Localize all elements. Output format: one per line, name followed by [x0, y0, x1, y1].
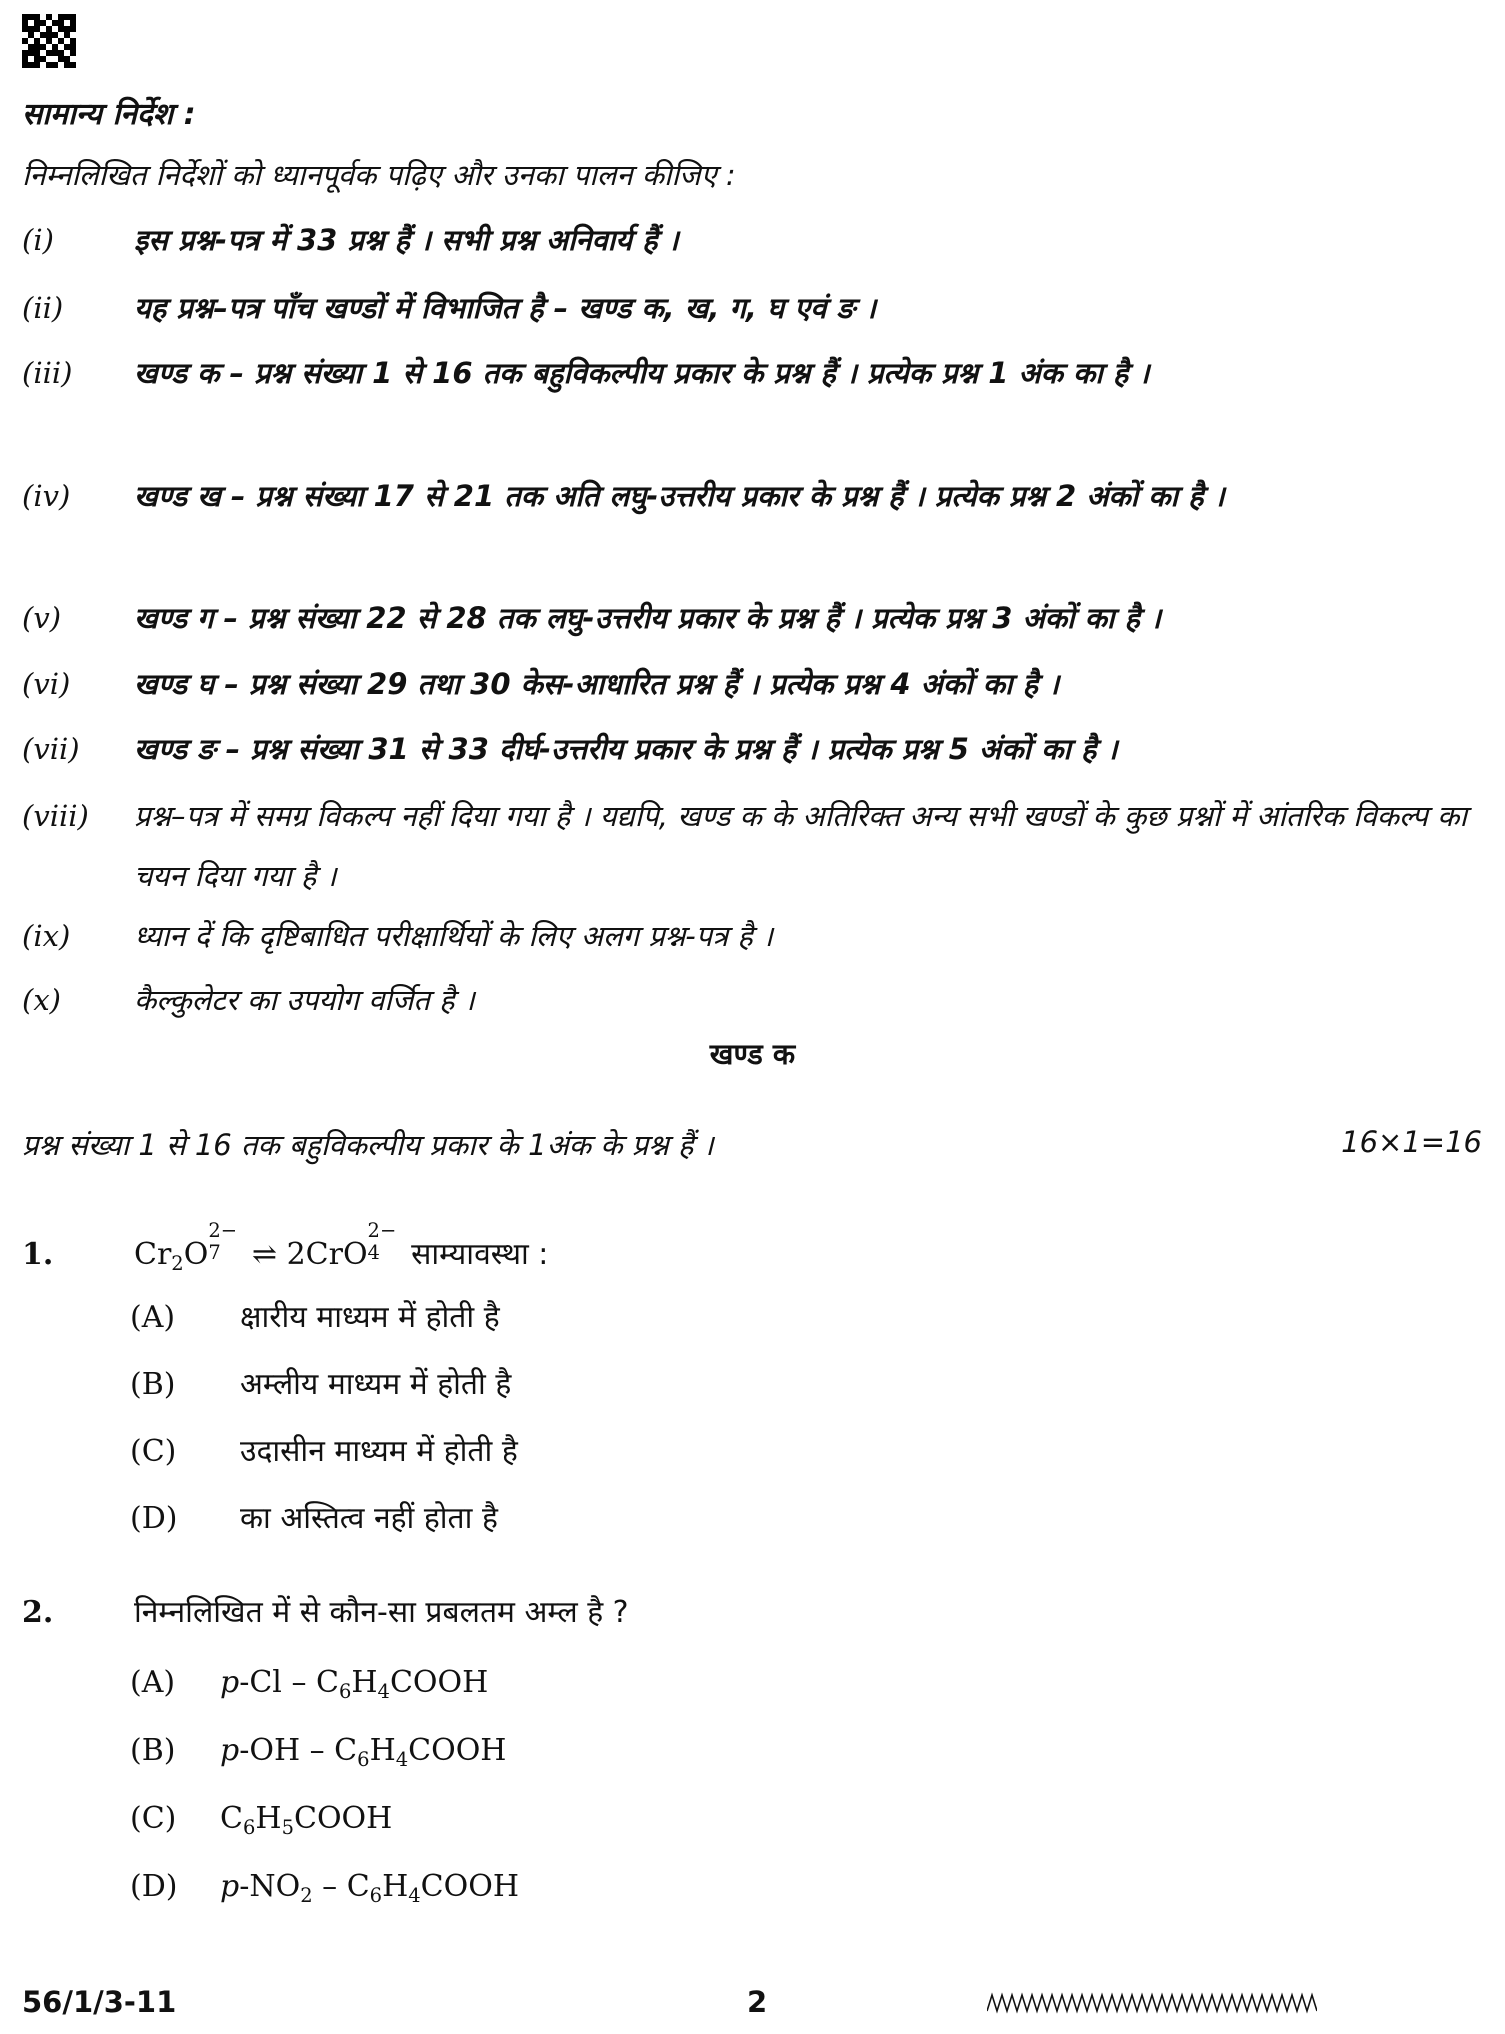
section-marks: 16×1=16 [1341, 1125, 1482, 1159]
equilibrium-arrow: ⇌ [251, 1237, 278, 1272]
question-2 [22, 1590, 1482, 1906]
instruction-number: (ii) [22, 291, 64, 325]
section-note-text: प्रश्न संख्या 1 से 16 तक बहुविकल्पीय प्रकार के 1अंक के प्रश्न हैं । [22, 1128, 714, 1162]
option-d[interactable]: (D) का अस्तित्व नहीं होता है [130, 1500, 498, 1536]
instruction-text: कैल्कुलेटर का उपयोग वर्जित है । [134, 983, 475, 1017]
instructions-intro: निम्नलिखित निर्देशों को ध्यानपूर्वक पढ़िए और उनका पालन कीजिए : [22, 158, 736, 192]
instruction-item [22, 970, 1482, 1030]
instruction-text: खण्ड क – प्रश्न संख्या 1 से 16 तक बहुविकल्पीय प्रकार के प्रश्न हैं । प्रत्येक प्रश्न 1 अंक का है । [134, 356, 1150, 390]
instruction-number: (vi) [22, 667, 71, 701]
instruction-item [22, 343, 1482, 403]
page-number: 2 [747, 1985, 768, 2019]
qr-code [22, 14, 76, 68]
general-instructions-heading: सामान्य निर्देश : [22, 97, 196, 132]
option-c[interactable]: (C) उदासीन माध्यम में होती है [130, 1433, 518, 1469]
section-title: खण्ड क [709, 1037, 796, 1071]
question-number: 2. [22, 1595, 54, 1630]
instruction-item [22, 210, 1482, 270]
option-b[interactable]: (B) अम्लीय माध्यम में होती है [130, 1366, 512, 1402]
equilibrium-equation: $Cr_2O$ 2− 7 ⇌ 2CrO 2− 4 साम्यावस्था : [134, 1219, 549, 1275]
instruction-item [22, 786, 1482, 906]
instruction-text: खण्ड ख – प्रश्न संख्या 17 से 21 तक अति लघु-उत्तरीय प्रकार के प्रश्न हैं । प्रत्येक प्रश्न 2 अंकों का है । [134, 479, 1225, 513]
instruction-text: खण्ड ङ – प्रश्न संख्या 31 से 33 दीर्घ-उत्तरीय प्रकार के प्रश्न हैं । प्रत्येक प्रश्न 5 अंकों का है । [134, 732, 1118, 766]
instruction-text: ध्यान दें कि दृष्टिबाधित परीक्षार्थियों के लिए अलग प्रश्न-पत्र है । [134, 919, 773, 953]
instruction-number: (i) [22, 223, 54, 257]
instruction-text: खण्ड घ – प्रश्न संख्या 29 तथा 30 केस-आधारित प्रश्न हैं । प्रत्येक प्रश्न 4 अंकों का है । [134, 667, 1060, 701]
question-header [22, 1219, 1482, 1275]
paper-code: 56/1/3-11 [22, 1985, 177, 2019]
instruction-number: (viii) [22, 799, 89, 833]
option-a[interactable]: (A) क्षारीय माध्यम में होती है [130, 1299, 500, 1335]
instruction-number: (ix) [22, 919, 71, 953]
instruction-text: इस प्रश्न-पत्र में 33 प्रश्न हैं । सभी प्रश्न अनिवार्य हैं । [134, 223, 679, 257]
question-text: निम्नलिखित में से कौन-सा प्रबलतम अम्ल है ? [134, 1595, 629, 1630]
question-number: 1. [22, 1237, 54, 1272]
instruction-item [22, 654, 1482, 714]
instruction-item [22, 588, 1482, 648]
instruction-item [22, 719, 1482, 779]
instruction-number: (v) [22, 601, 62, 635]
option-a[interactable]: (A) $p-Cl - C_6H_4COOH$ [130, 1665, 489, 1703]
instruction-text: प्रश्न–पत्र में समग्र विकल्प नहीं दिया गया है । यद्यपि, खण्ड क के अतिरिक्त अन्य सभी खण्डों के कुछ प्रश्नों में आंतरिक विकल्प का चयन दिया गया है । [134, 799, 1467, 893]
section-note [22, 1125, 1482, 1164]
option-d[interactable]: (D) $p-NO_2$ – $C_6H_4COOH$ [130, 1868, 519, 1907]
instruction-text: खण्ड ग – प्रश्न संख्या 22 से 28 तक लघु-उत्तरीय प्रकार के प्रश्न हैं । प्रत्येक प्रश्न 3 अंकों का है । [134, 601, 1161, 635]
option-b[interactable]: (B) $p-OH - C_6H_4COOH$ [130, 1732, 507, 1771]
instruction-number: (x) [22, 983, 61, 1017]
question-header [22, 1590, 1482, 1631]
page-footer [22, 1985, 1482, 2025]
question-1 [22, 1219, 1482, 1537]
instruction-number: (iv) [22, 479, 71, 513]
wavy-line-decoration [987, 1991, 1317, 2015]
option-c[interactable]: (C) $C_6H_5COOH$ [130, 1800, 393, 1839]
instruction-number: (vii) [22, 732, 80, 766]
instruction-item [22, 466, 1482, 526]
instruction-text: यह प्रश्न–पत्र पाँच खण्डों में विभाजित है – खण्ड क, ख, ग, घ एवं ङ । [134, 291, 877, 325]
instruction-item [22, 278, 1482, 338]
instruction-item [22, 906, 1482, 966]
instruction-number: (iii) [22, 356, 73, 390]
